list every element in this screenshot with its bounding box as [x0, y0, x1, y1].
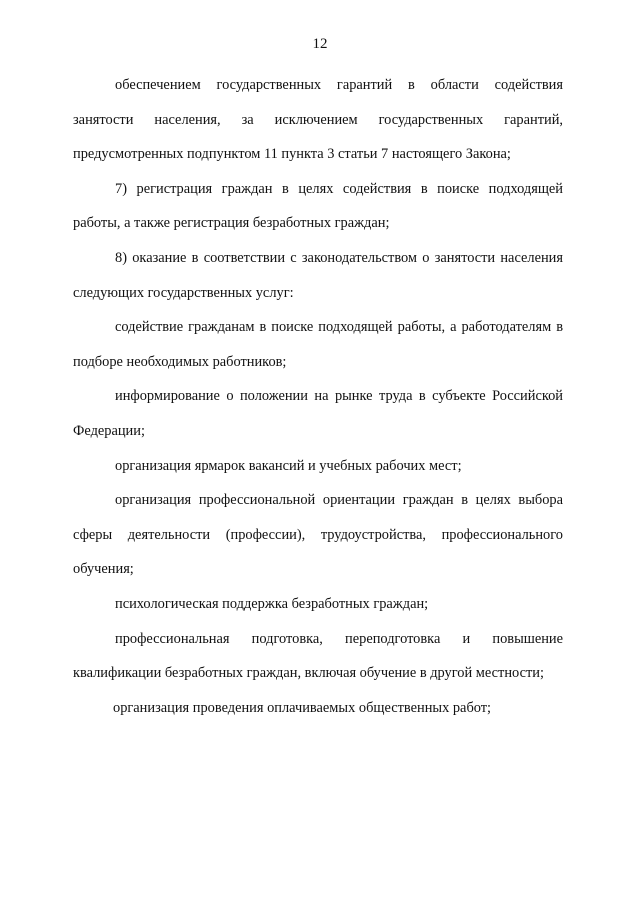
paragraph-7: организация профессиональной ориентации граждан в целях выбора сферы деятельности (профессии), трудоустройства, профессионального обучения;: [73, 492, 563, 578]
paragraph-10: организация проведения оплачиваемых общественных работ;: [113, 699, 492, 716]
paragraph-9: профессиональная подготовка, переподготовка и повышение квалификации безработных граждан, включая обучение в другой местности;: [73, 630, 563, 682]
paragraph-1: обеспечением государственных гарантий в области содействия занятости населения, за исключением государственных гарантий, предусмотренных подпунктом 11 пункта 3 статьи 7 настоящего Закона;: [73, 77, 563, 163]
document-body: [73, 68, 563, 725]
paragraph-5: информирование о положении на рынке труда в субъекте Российской Федерации;: [73, 388, 563, 439]
paragraph-4: содействие гражданам в поиске подходящей работы, а работодателям в подборе необходимых работников;: [73, 319, 563, 370]
paragraph-2: 7) регистрация граждан в целях содействия в поиске подходящей работы, а также регистрация безработных граждан;: [73, 180, 563, 232]
paragraph-3: 8) оказание в соответствии с законодательством о занятости населения следующих государственных услуг:: [73, 249, 563, 301]
paragraph-8: психологическая поддержка безработных граждан;: [115, 595, 429, 612]
paragraph-6: организация ярмарок вакансий и учебных рабочих мест;: [115, 457, 462, 474]
page-number: 12: [312, 36, 328, 52]
